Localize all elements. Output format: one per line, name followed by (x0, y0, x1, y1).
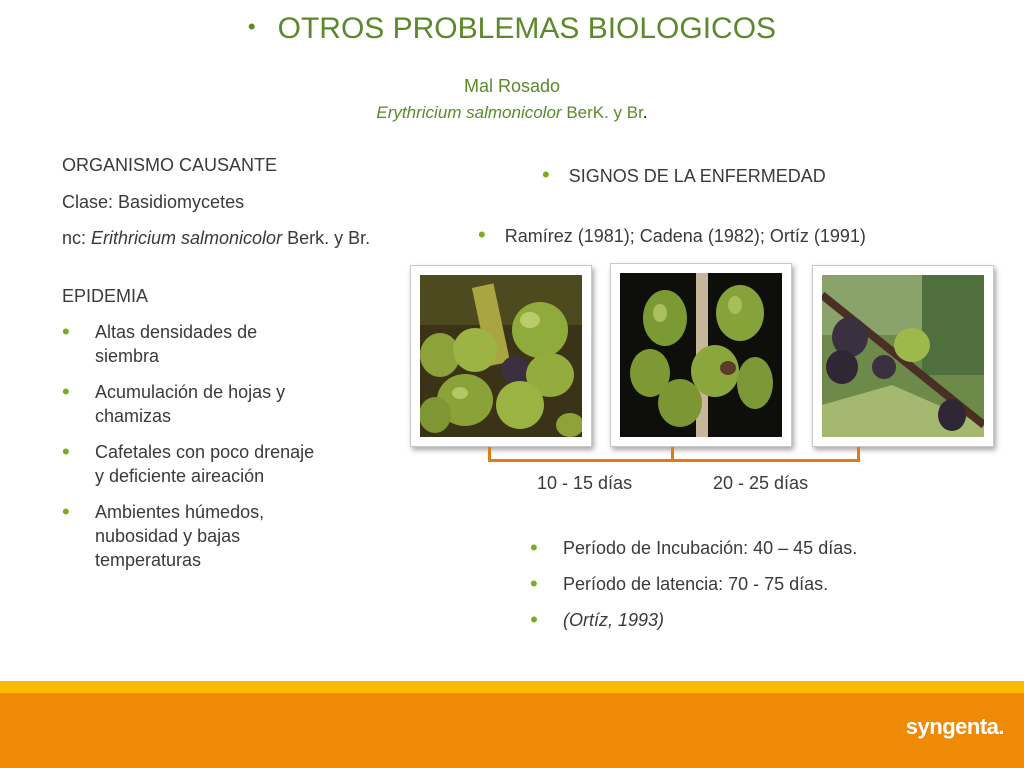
nc-text (62, 228, 370, 249)
coffee-berries-image-2 (620, 273, 782, 437)
list-item: • Acumulación de hojas y chamizas (62, 380, 322, 428)
slide-subtitle: Mal Rosado (463, 76, 561, 96)
clase-text: Clase: Basidiomycetes (62, 192, 245, 212)
bullet-icon: • (478, 222, 486, 247)
list-item: • Ambientes húmedos, nubosidad y bajas temperaturas (62, 500, 322, 572)
list-item: • (Ortíz, 1993) (530, 608, 930, 632)
nc-prefix: nc: (62, 228, 92, 248)
photo-early-infection (410, 265, 592, 447)
references (478, 222, 866, 248)
footer-bar (0, 693, 1024, 768)
nc-suffix: Berk. y Br. (282, 228, 371, 248)
footer-stripe (0, 681, 1024, 693)
references-text: Ramírez (1981); Cadena (1982); Ortíz (1991) (504, 226, 866, 246)
coffee-berries-image-1 (420, 275, 582, 437)
syngenta-logo: syngenta. (905, 714, 1004, 739)
slide-title (0, 12, 1024, 46)
epidemia-heading: EPIDEMIA (62, 286, 149, 306)
epidemia-list (62, 320, 322, 584)
interval-bracket-2 (671, 447, 860, 462)
interval-bracket-1 (488, 447, 674, 462)
coffee-berries-image-3 (822, 275, 984, 437)
scientific-name (0, 103, 1024, 123)
signos-text: SIGNOS DE LA ENFERMEDAD (568, 166, 826, 186)
organismo-heading: ORGANISMO CAUSANTE (62, 155, 278, 175)
list-item: • Período de Incubación: 40 – 45 días. (530, 536, 930, 560)
list-item: • Cafetales con poco drenaje y deficiente aireación (62, 440, 322, 488)
scientific-name-period: . (642, 103, 648, 122)
list-item: • Período de latencia: 70 - 75 días. (530, 572, 930, 596)
photo-late-infection (812, 265, 994, 447)
interval-label-1: 10 - 15 días (537, 473, 633, 493)
periodo-list (530, 536, 930, 644)
signos-heading (542, 162, 826, 188)
title-text: OTROS PROBLEMAS BIOLOGICOS (277, 12, 777, 45)
photo-mid-infection (610, 263, 792, 447)
scientific-name-author: BerK. y Br (561, 103, 643, 122)
interval-label-2: 20 - 25 días (713, 473, 809, 493)
list-item: • Altas densidades de siembra (62, 320, 322, 368)
scientific-name-genus: Erythricium salmonicolor (376, 103, 562, 122)
title-bullet: • (247, 14, 256, 39)
bullet-icon: • (542, 162, 550, 187)
nc-italic: Erithricium salmonicolor (91, 228, 283, 248)
